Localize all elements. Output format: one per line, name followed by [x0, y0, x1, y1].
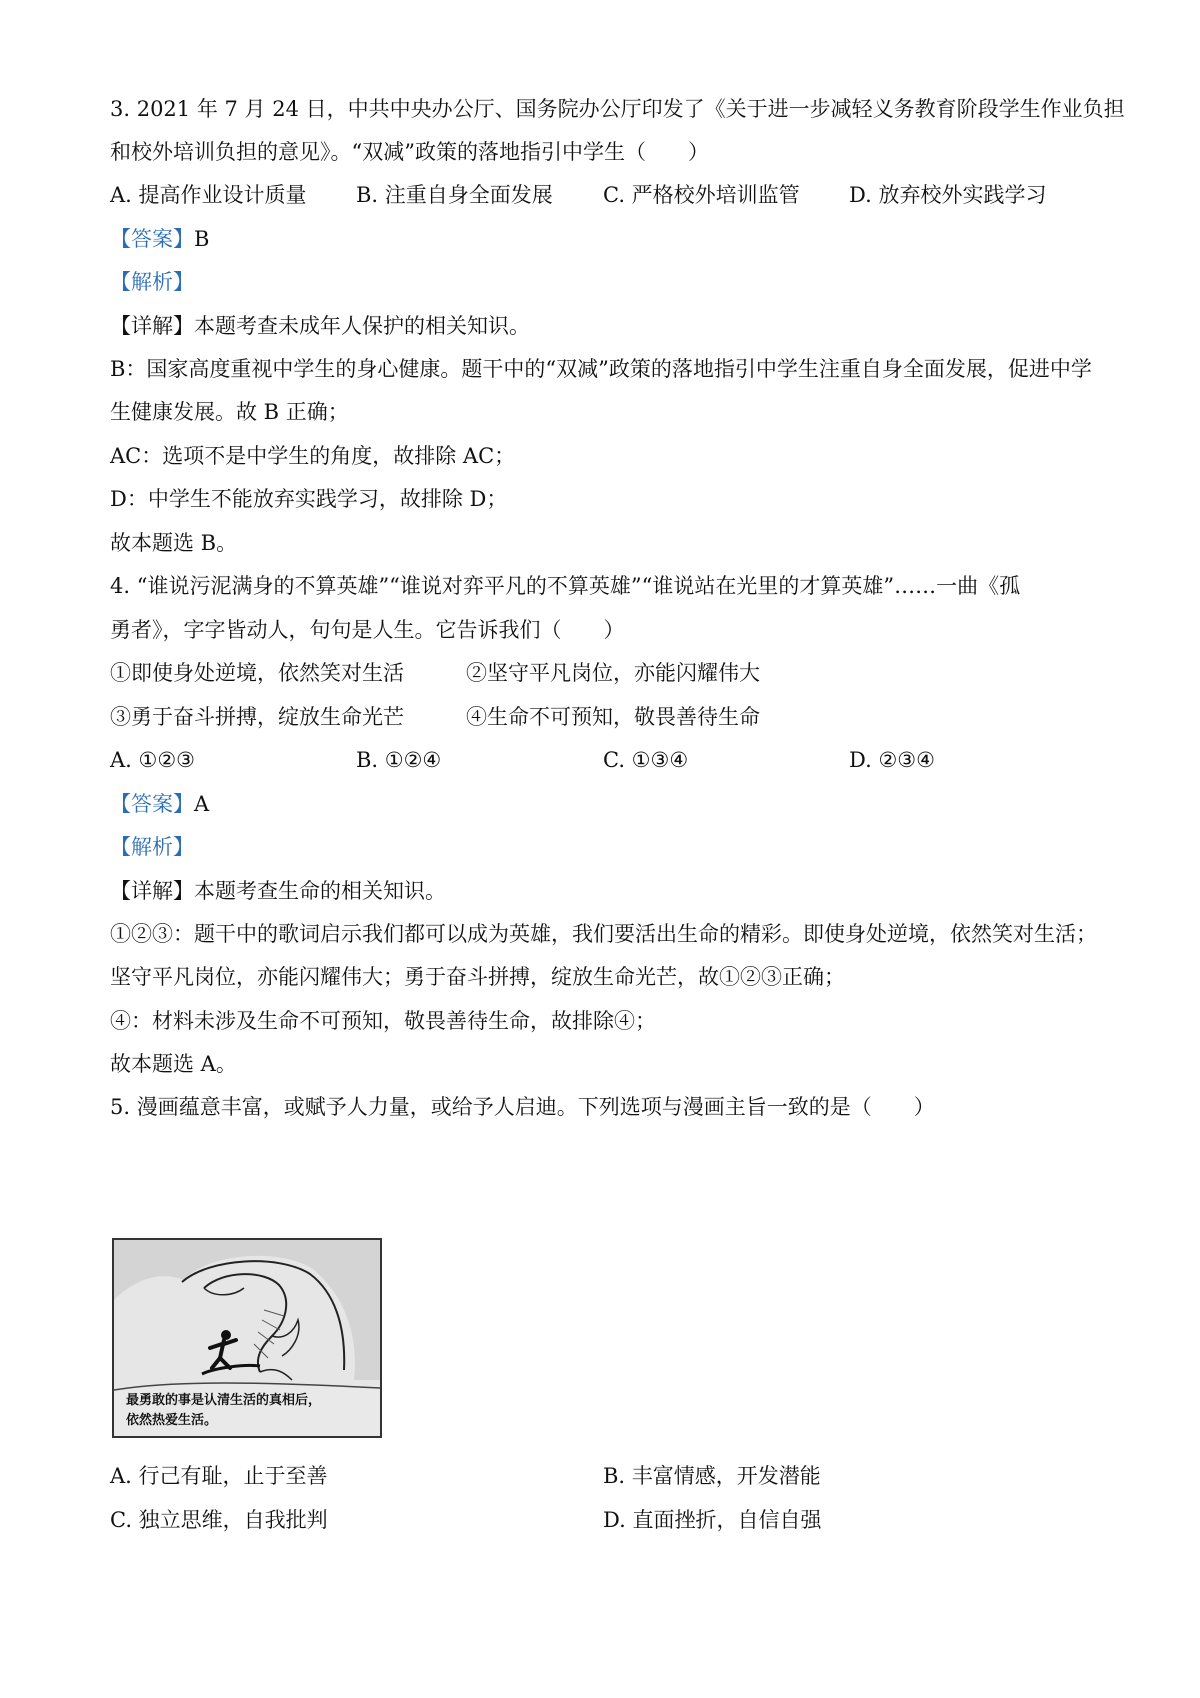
q3-option-c: C. 严格校外培训监管: [603, 183, 800, 207]
q4-answer: [110, 790, 209, 818]
q3-explanation-ac: AC：选项不是中学生的角度，故排除 AC；: [110, 444, 516, 468]
q3-answer: [110, 225, 209, 253]
q4-option-d: D. ②③④: [849, 748, 935, 772]
q4-explanation-4: ④：材料未涉及生命不可预知，敬畏善待生命，故排除④；: [110, 1009, 656, 1033]
q4-conclusion: 故本题选 A。: [110, 1052, 237, 1076]
q5-stem: 5. 漫画蕴意丰富，或赋予人力量，或给予人启迪。下列选项与漫画主旨一致的是（ ）: [110, 1095, 935, 1119]
q4-option-a: A. ①②③: [110, 748, 195, 772]
q3-option-d: D. 放弃校外实践学习: [849, 183, 1047, 207]
q3-explanation-d: D：中学生不能放弃实践学习，故排除 D；: [110, 487, 508, 511]
q4-statement-3: ③勇于奋斗拼搏，绽放生命光芒: [110, 705, 404, 729]
q4-explanation-123-line2: 坚守平凡岗位，亦能闪耀伟大；勇于奋斗拼搏，绽放生命光芒，故①②③正确；: [110, 965, 845, 989]
q4-statement-1: ①即使身处逆境，依然笑对生活: [110, 661, 404, 685]
answer-value: B: [194, 227, 210, 251]
q3-explanation-b-line2: 生健康发展。故 B 正确；: [110, 400, 349, 424]
q3-option-a: A. 提高作业设计质量: [110, 183, 307, 207]
q4-stem-line1: 4. “谁说污泥满身的不算英雄”“谁说对弈平凡的不算英雄”“谁说站在光里的才算英雄”……一曲《孤: [110, 574, 1021, 598]
q3-stem-line1: 3. 2021 年 7 月 24 日，中共中央办公厅、国务院办公厅印发了《关于进一步减轻义务教育阶段学生作业负担: [110, 97, 1125, 121]
answer-tag: 【答案】: [110, 227, 194, 251]
q3-explanation-b-line1: B：国家高度重视中学生的身心健康。题干中的“双减”政策的落地指引中学生注重自身全面发展，促进中学: [110, 357, 1092, 381]
q4-analysis-tag: 【解析】: [110, 835, 194, 859]
q3-option-b: B. 注重自身全面发展: [356, 183, 553, 207]
q5-option-a: A. 行己有耻，止于至善: [110, 1464, 328, 1488]
q3-conclusion: 故本题选 B。: [110, 531, 238, 555]
answer-tag: 【答案】: [110, 792, 194, 816]
cartoon-caption-line2: 依然热爱生活。: [126, 1413, 218, 1428]
q3-detail: 【详解】本题考查未成年人保护的相关知识。: [110, 314, 530, 338]
q5-option-c: C. 独立思维，自我批判: [110, 1508, 328, 1532]
q4-explanation-123-line1: ①②③：题干中的歌词启示我们都可以成为英雄，我们要活出生命的精彩。即使身处逆境，依然笑对生活；: [110, 922, 1097, 946]
q4-stem-line2: 勇者》，字字皆动人，句句是人生。它告诉我们（ ）: [110, 618, 625, 642]
q4-statement-4: ④生命不可预知，敬畏善待生命: [466, 705, 760, 729]
wave-surfer-cartoon: [112, 1238, 382, 1438]
q5-option-b: B. 丰富情感，开发潜能: [603, 1464, 821, 1488]
cartoon-caption-line1: 最勇敢的事是认清生活的真相后，: [126, 1393, 322, 1408]
answer-value: A: [194, 792, 210, 816]
q4-statement-2: ②坚守平凡岗位，亦能闪耀伟大: [466, 661, 760, 685]
q4-option-b: B. ①②④: [356, 748, 442, 772]
q3-stem-line2: 和校外培训负担的意见》。“双减”政策的落地指引中学生（ ）: [110, 140, 709, 164]
q3-analysis-tag: 【解析】: [110, 270, 194, 294]
q4-option-c: C. ①③④: [603, 748, 689, 772]
q4-detail: 【详解】本题考查生命的相关知识。: [110, 879, 446, 903]
q5-option-d: D. 直面挫折，自信自强: [603, 1508, 822, 1532]
